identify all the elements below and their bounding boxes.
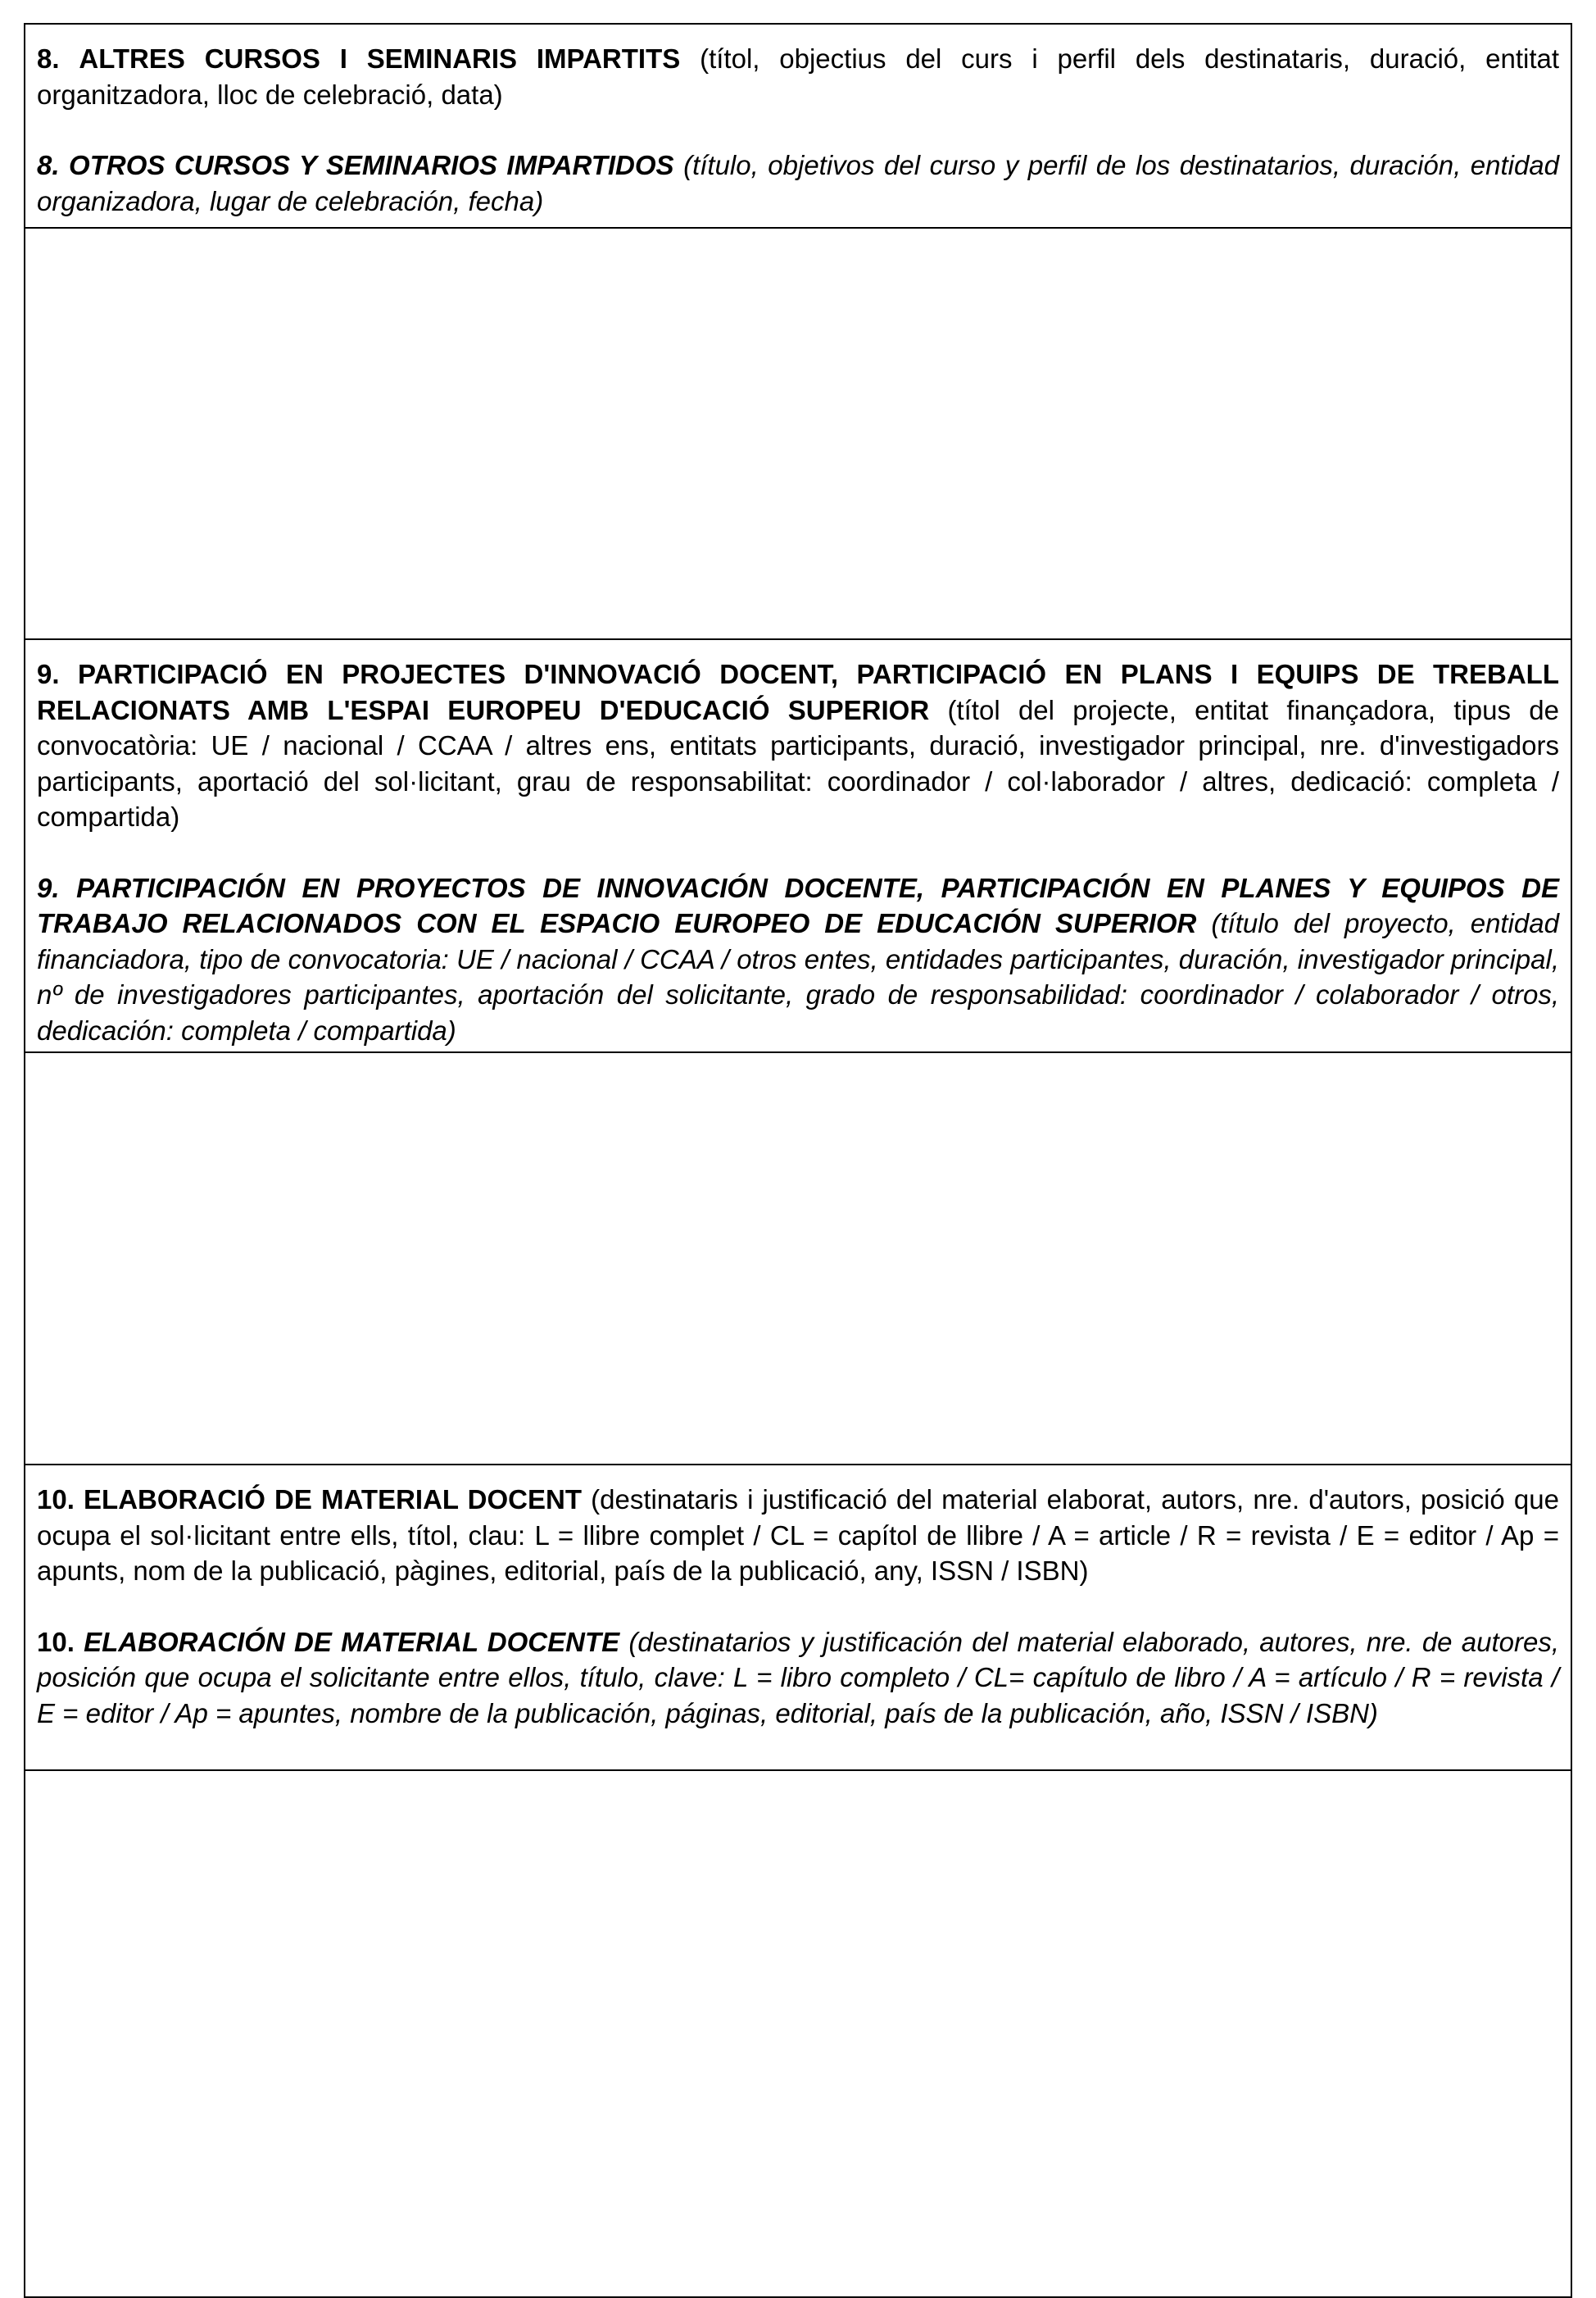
section-9-number-es: 9. bbox=[37, 872, 60, 903]
section-8-description-ca: (títol, objectius del curs i perfil dels destinataris, duració, entitat organitzadora, lloc de celebració, data) bbox=[37, 43, 1560, 110]
section-8-spanish bbox=[37, 148, 1559, 219]
cv-form-table bbox=[24, 23, 1572, 2298]
section-8-answer-box[interactable] bbox=[25, 229, 1571, 640]
section-10-description-ca: (destinataris i justificació del material elaborat, autors, nre. d'autors, posició que ocupa el sol·licitant entre ells, títol, clau: L = llibre complet / CL = capítol de llibre / A = article / R = revista / E = editor / Ap = apunts, nom de la publicació, pàgines, editorial, país de la publicació, any, ISSN / ISBN) bbox=[37, 1484, 1559, 1586]
section-10-spanish bbox=[37, 1624, 1559, 1732]
section-10-description-es: (destinatarios y justificación del material elaborado, autores, nre. de autores, posición que ocupa el solicitante entre ellos, título, clave: L = libro completo / CL= capítulo de libro / A = artículo / R = revista / E = editor / Ap = apuntes, nombre de la publicación, páginas, editorial, país de la publicación, año, ISSN / ISBN) bbox=[37, 1626, 1559, 1728]
section-9-description-es: (título del proyecto, entidad financiadora, tipo de convocatoria: UE / nacional / CCAA / otros entes, entidades participantes, duración, investigador principal, nº de investigadores participantes, aportación del solicitante, grado de responsabilidad: coordinador / colaborador / otros, dedicación: completa / compartida) bbox=[37, 908, 1559, 1046]
section-8-number-es: 8. bbox=[37, 150, 60, 180]
section-9-header bbox=[25, 640, 1571, 1053]
section-10-title-es: ELABORACIÓN DE MATERIAL DOCENTE bbox=[84, 1626, 620, 1657]
section-8-header bbox=[25, 25, 1571, 229]
section-10-answer-box[interactable] bbox=[25, 1771, 1571, 2296]
section-9-answer-box[interactable] bbox=[25, 1053, 1571, 1465]
section-10-title-ca: ELABORACIÓ DE MATERIAL DOCENT bbox=[84, 1484, 582, 1515]
section-10-number-es: 10. bbox=[37, 1626, 75, 1657]
section-9-title-ca: PARTICIPACIÓ EN PROJECTES D'INNOVACIÓ DOCENT, PARTICIPACIÓ EN PLANS I EQUIPS DE TREBALL RELACIONATS AMB L'ESPAI EUROPEU D'EDUCACIÓ SUPERIOR bbox=[37, 659, 1559, 725]
section-9-title-es: PARTICIPACIÓN EN PROYECTOS DE INNOVACIÓN DOCENTE, PARTICIPACIÓN EN PLANES Y EQUIPOS DE TRABAJO RELACIONADOS CON EL ESPACIO EUROPEO DE EDUCACIÓN SUPERIOR bbox=[37, 872, 1560, 938]
section-9-description-ca: (títol del projecte, entitat finançadora, tipus de convocatòria: UE / nacional / CCAA / altres ens, entitats participants, duració, investigador principal, nre. d'investigadors participants, aportació del sol·licitant, grau de responsabilitat: coordinador / col·laborador / altres, dedicació: completa / compartida) bbox=[37, 694, 1560, 832]
section-8-number-ca: 8. bbox=[37, 43, 60, 74]
section-10-header bbox=[25, 1465, 1571, 1771]
section-8-title-es: OTROS CURSOS Y SEMINARIOS IMPARTIDOS bbox=[69, 150, 674, 180]
section-10-catalan bbox=[37, 1482, 1559, 1589]
section-9-spanish bbox=[37, 870, 1559, 1049]
section-9-number-ca: 9. bbox=[37, 659, 60, 689]
section-9-catalan bbox=[37, 656, 1559, 835]
section-10-number-ca: 10. bbox=[37, 1484, 75, 1515]
section-8-description-es: (título, objetivos del curso y perfil de los destinatarios, duración, entidad organizadora, lugar de celebración, fecha) bbox=[37, 150, 1560, 216]
section-8-catalan bbox=[37, 41, 1559, 112]
section-8-title-ca: ALTRES CURSOS I SEMINARIS IMPARTITS bbox=[79, 43, 681, 74]
